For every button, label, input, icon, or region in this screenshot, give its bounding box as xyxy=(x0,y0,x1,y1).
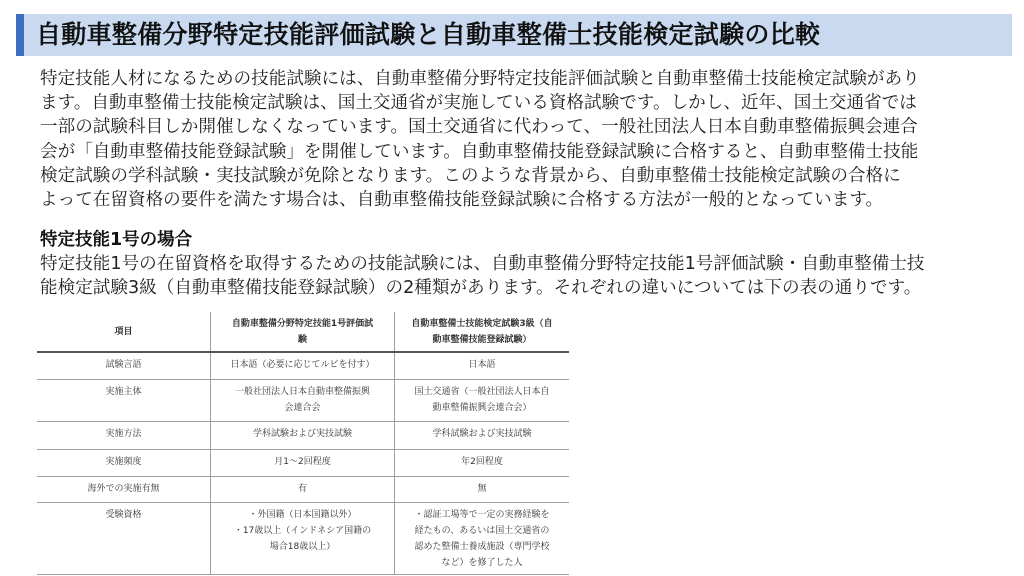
cell-line: ・認証工場等で一定の実務経験を xyxy=(414,509,550,520)
row-col2 xyxy=(395,502,570,574)
row-col2 xyxy=(395,449,570,476)
title-bar xyxy=(16,14,1012,56)
cell-line: など）を修了した人 xyxy=(441,557,523,568)
intro-line: よって在留資格の要件を満たす場合は、自動車整備技能登録試験に合格する方法が一般的となっています。 xyxy=(40,190,884,211)
header-col1 xyxy=(211,312,395,352)
table-row xyxy=(37,352,569,379)
row-item: 実施方法 xyxy=(37,421,211,449)
intro-line: ます。自動車整備士技能検定試験は、国土交通省が実施している資格試験です。しかし、近年、国土交通省では xyxy=(40,93,917,114)
intro-line: 一部の試験科目しか開催しなくなっています。国土交通省に代わって、一般社団法人日本自動車整備振興会連合 xyxy=(40,117,918,138)
row-item: 実施主体 xyxy=(37,379,211,421)
table-header-row xyxy=(37,312,569,352)
row-col2 xyxy=(395,379,570,421)
cell-line: 国土交通省（一般社団法人日本自 xyxy=(414,386,550,397)
row-col1 xyxy=(211,449,395,476)
intro-line: 会が「自動車整備技能登録試験」を開催しています。自動車整備技能登録試験に合格すると、自動車整備士技能 xyxy=(40,141,919,162)
row-col1 xyxy=(211,379,395,421)
header-col1-line: 験 xyxy=(297,334,307,345)
row-item: 海外での実施有無 xyxy=(37,476,211,502)
cell-line: 経たもの、あるいは国土交通省の xyxy=(414,525,550,536)
section-line: 能検定試験3級（自動車整備技能登録試験）の2種類があります。それぞれの違いについては下の表の通りです。 xyxy=(40,278,922,298)
row-col1 xyxy=(211,476,395,502)
cell-line: 無 xyxy=(477,483,487,494)
cell-line: 日本語 xyxy=(468,360,496,370)
row-col1 xyxy=(211,352,395,379)
page-title: 自動車整備分野特定技能評価試験と自動車整備士技能検定試験の比較 xyxy=(36,20,821,49)
cell-line: 日本語（必要に応じてルビを付す） xyxy=(230,360,375,370)
cell-line: 有 xyxy=(297,483,307,494)
cell-line: 場合18歳以上） xyxy=(269,541,336,552)
table-row xyxy=(37,449,569,476)
cell-line: 年2回程度 xyxy=(461,456,503,467)
table-row xyxy=(37,476,569,502)
row-col2 xyxy=(395,421,570,449)
header-item: 項目 xyxy=(37,312,211,352)
section-heading: 特定技能1号の場合 xyxy=(40,230,193,250)
row-item: 試験言語 xyxy=(37,352,211,379)
table-row xyxy=(37,379,569,421)
cell-line: 会連合会 xyxy=(284,402,321,413)
table-row xyxy=(37,502,569,574)
row-col1 xyxy=(211,502,395,574)
header-col2 xyxy=(395,312,570,352)
row-col1 xyxy=(211,421,395,449)
row-col2 xyxy=(395,476,570,502)
cell-line: 認めた整備士養成施設（専門学校 xyxy=(414,541,550,552)
cell-line: 一般社団法人日本自動車整備振興 xyxy=(234,386,370,397)
section-paragraph xyxy=(40,252,1005,300)
section-line: 特定技能1号の在留資格を取得するための技能試験には、自動車整備分野特定技能1号評価試験・自動車整備士技 xyxy=(40,254,925,274)
cell-line: 学科試験および実技試験 xyxy=(252,428,352,439)
header-col1-line: 自動車整備分野特定技能1号評価試 xyxy=(231,318,374,329)
row-item: 実施頻度 xyxy=(37,449,211,476)
cell-line: 月1～2回程度 xyxy=(274,456,331,467)
header-col2-line: 動車整備技能登録試験） xyxy=(432,334,532,345)
table-row xyxy=(37,421,569,449)
title-accent-stripe xyxy=(16,14,24,56)
intro-line: 検定試験の学科試験・実技試験が免除となります。このような背景から、自動車整備士技能検定試験の合格に xyxy=(40,165,901,186)
header-col2-line: 自動車整備士技能検定試験3級（自 xyxy=(411,318,553,329)
intro-line: 特定技能人材になるための技能試験には、自動車整備分野特定技能評価試験と自動車整備士技能検定試験があり xyxy=(40,69,920,89)
cell-line: ・外国籍（日本国籍以外） xyxy=(248,509,357,520)
comparison-table xyxy=(37,312,569,575)
cell-line: 学科試験および実技試験 xyxy=(432,428,532,439)
row-col2 xyxy=(395,352,570,379)
intro-paragraph xyxy=(40,67,1005,212)
row-item: 受験資格 xyxy=(37,502,211,574)
cell-line: ・17歳以上（インドネシア国籍の xyxy=(233,525,372,536)
cell-line: 動車整備振興会連合会） xyxy=(432,402,532,413)
